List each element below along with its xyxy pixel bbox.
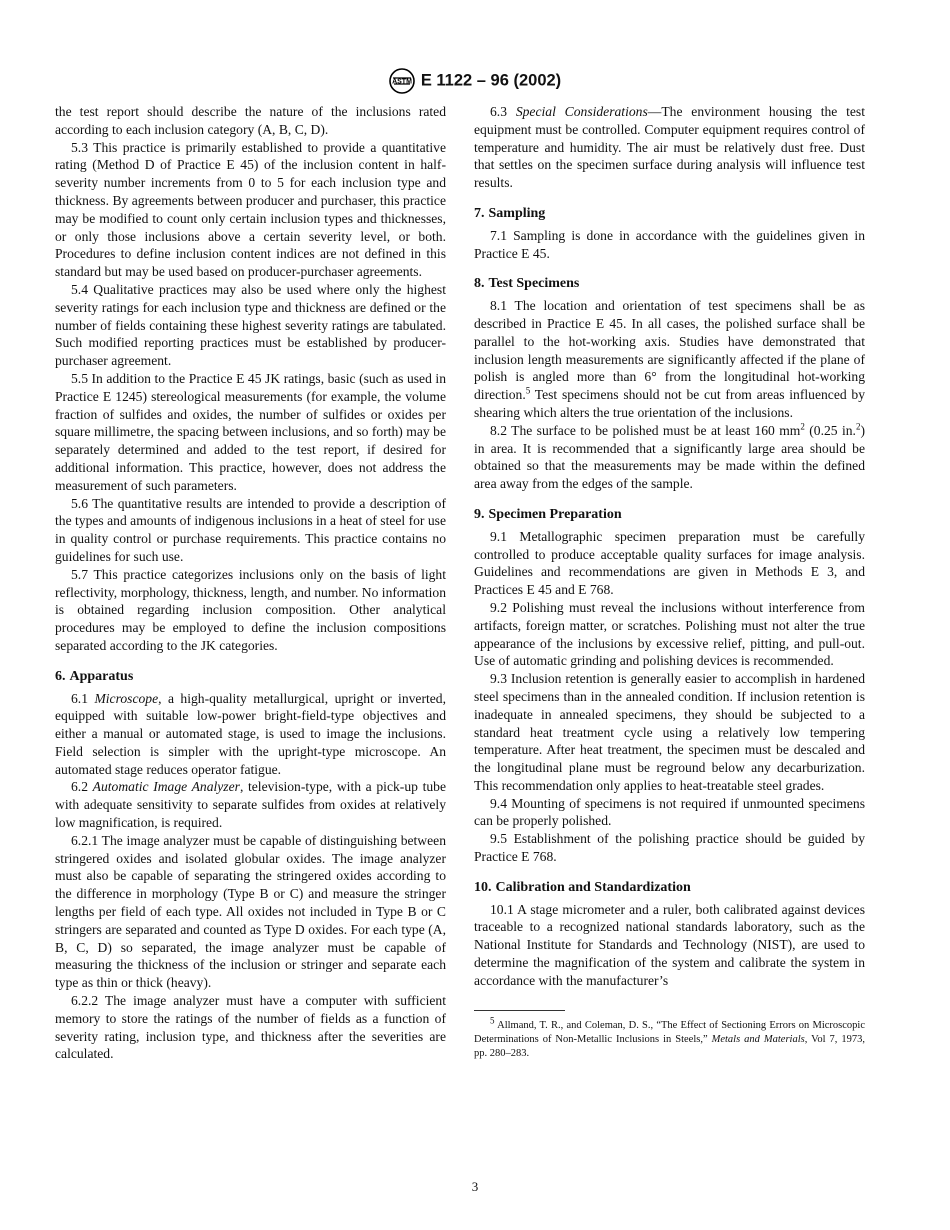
document-designation: E 1122 – 96 (2002) — [420, 71, 562, 90]
svg-text:ASTM: ASTM — [391, 78, 412, 86]
page-header — [0, 68, 950, 94]
page-number: 3 — [471, 1179, 479, 1194]
paragraph-9-1: 9.1 Metallographic specimen preparation must be carefully controlled to produce acceptable quality surfaces for image analysis. Guidelines and recommendations are given in Methods E 3, and Practices E 45 and E 768. — [474, 528, 865, 598]
paragraph-5-5: 5.5 In addition to the Practice E 45 JK ratings, basic (such as used in Practice E 1245) stereological measurements (for example, the volume fraction of sulfides and oxides, the number of sulfides or oxides per square millimetre, the spacing between inclusions, and so forth) may be separately determined and added to the test report, if desired for additional information. This practice, however, does not address the measurement of such parameters. — [55, 370, 446, 493]
right-column — [474, 103, 865, 1061]
section-heading-test-specimens: 8. Test Specimens — [474, 276, 580, 292]
paragraph-8-2: 8.2 The surface to be polished must be at least 160 $mm^2$ (0.25 in.$^2$) in area. It is recommended that a significantly large area should be obtained so that the measurements may be made within the defined area away from the edges of the sample. — [474, 421, 865, 492]
section-heading-calibration: 10. Calibration and Standardization — [474, 879, 691, 895]
paragraph-8-1: 8.1 The location and orientation of test specimens shall be as described in Practice E 45. In all cases, the polished surface shall be parallel to the hot-working axis. Studies have demonstrated that inclusion length measurements are significantly affected if the plane of polish is angled more than 6° from the longitudinal hot-working direction.$^5$ Test specimens should not be cut from areas influenced by shearing which alters the true orientation of the inclusions. — [474, 298, 865, 420]
paragraph-6-2-1: 6.2.1 The image analyzer must be capable of distinguishing between stringered oxides and isolated globular oxides. The image analyzer must also be capable of separating the stringered oxides according to the difference in morphology (Type B or C) and measure the stringer lengths per field of each type. All oxides not included in Type B or C stringers are separated and counted as Type D oxides. For each type (A, B, C, D) so separated, the image analyzer must be capable of measuring the thickness of the inclusion or stringer and separate each type as thin or thick (heavy). — [55, 832, 446, 991]
paragraph-9-2: 9.2 Polishing must reveal the inclusions without interference from artifacts, foreign matter, or scratches. Polishing must not alter the true appearance of the inclusions by excessive relief, pitting, and pull-out. Use of automatic grinding and polishing devices is recommended. — [474, 599, 865, 669]
paragraph-9-5: 9.5 Establishment of the polishing practice should be guided by Practice E 768. — [474, 831, 865, 865]
paragraph-6-2: 6.2 Automatic Image Analyzer, television-type, with a pick-up tube with adequate sensitivity to separate sulfides from oxides at relatively low magnification, is required. — [55, 779, 446, 831]
paragraph-7-1: 7.1 Sampling is done in accordance with the guidelines given in Practice E 45. — [474, 227, 865, 261]
paragraph-9-4: 9.4 Mounting of specimens is not required if unmounted specimens can be properly polished. — [474, 795, 865, 829]
footnote-ref: 5 — [525, 385, 531, 396]
paragraph: the test report should describe the nature of the inclusions rated according to each inclusion category (A, B, C, D). — [55, 104, 446, 137]
paragraph-10-1: 10.1 A stage micrometer and a ruler, both calibrated against devices traceable to a recognized national standards laboratory, such as the National Institute for Standards and Technology (NIST), are used to determine the magnification of the system and calibrate the system in accordance with the manufacturer’s — [474, 901, 865, 988]
footnote: $^5$ Allmand, T. R., and Coleman, D. S., “The Effect of Sectioning Errors on Microscopic Determinations of Non-Metallic Inclusions in Steels,” Metals and Materials, Vol 7, 1973, pp. 280–283. — [474, 1015, 865, 1059]
paragraph-6-2-2: 6.2.2 The image analyzer must have a computer with sufficient memory to store the ratings of the number of fields as a function of severity rating, inclusion type, and thickness after the severities are calculated. — [55, 993, 446, 1062]
left-column — [55, 103, 446, 1063]
paragraph-5-6: 5.6 The quantitative results are intended to provide a description of the types and amounts of indigenous inclusions in a heat of steel for use in quality control or purchase requirements. This practice contains no guidelines for such use. — [55, 495, 446, 564]
astm-logo-icon — [389, 68, 415, 94]
paragraph-5-7: 5.7 This practice categorizes inclusions only on the basis of light reflectivity, morphology, thickness, length, and number. No information is obtained regarding inclusion composition. Other analytical procedures may be employed to define the inclusion compositions separated according to the JK categories. — [55, 566, 446, 653]
paragraph-5-3: 5.3 This practice is primarily established to provide a quantitative rating (Method D of Practice E 45) of the inclusion content in half-severity number increments from 0 to 5 for each inclusion type and thickness. By agreements between producer and purchaser, this practice may be modified to count only certain inclusion types and thicknesses, or only those inclusions above a certain severity level, or both. Procedures to define inclusion content indices are not defined in this standard but may be used based on producer-purchaser agreements. — [55, 139, 446, 280]
paragraph-9-3: 9.3 Inclusion retention is generally easier to accomplish in hardened steel specimens than in the annealed condition. If inclusion retention is inadequate in annealed specimens, they should be subjected to a standard heat treatment cycle using a relatively low tempering temperature. After heat treatment, the specimen must be descaled and the longitudinal plane must be reground below any decarburization. This recommendation only applies to heat-treatable steel grades. — [474, 671, 865, 793]
section-heading-sampling: 7. Sampling — [474, 205, 546, 221]
section-heading-specimen-preparation: 9. Specimen Preparation — [474, 506, 622, 522]
footnote-divider — [474, 1010, 565, 1011]
paragraph-6-3: 6.3 Special Considerations—The environment housing the test equipment must be controlled. Computer equipment requires control of temperature and humidity. The air must be relatively dust free. Dust that settles on the specimen surface during analysis will influence test results. — [474, 104, 865, 191]
section-heading-apparatus: 6. Apparatus — [55, 668, 134, 684]
paragraph-5-4: 5.4 Qualitative practices may also be used where only the highest severity ratings for each inclusion type and thickness are defined or the number of fields containing these highest severity ratings are tabulated. Such modified reporting practices must be established by producer-purchaser agreement. — [55, 281, 446, 369]
paragraph-6-1: 6.1 Microscope, a high-quality metallurgical, upright or inverted, equipped with suitable low-power bright-field-type objectives and either a manual or automated stage, is used to image the inclusions. Field selection is simpler with the upright-type microscope. An automated stage reduces operator fatigue. — [55, 690, 446, 777]
